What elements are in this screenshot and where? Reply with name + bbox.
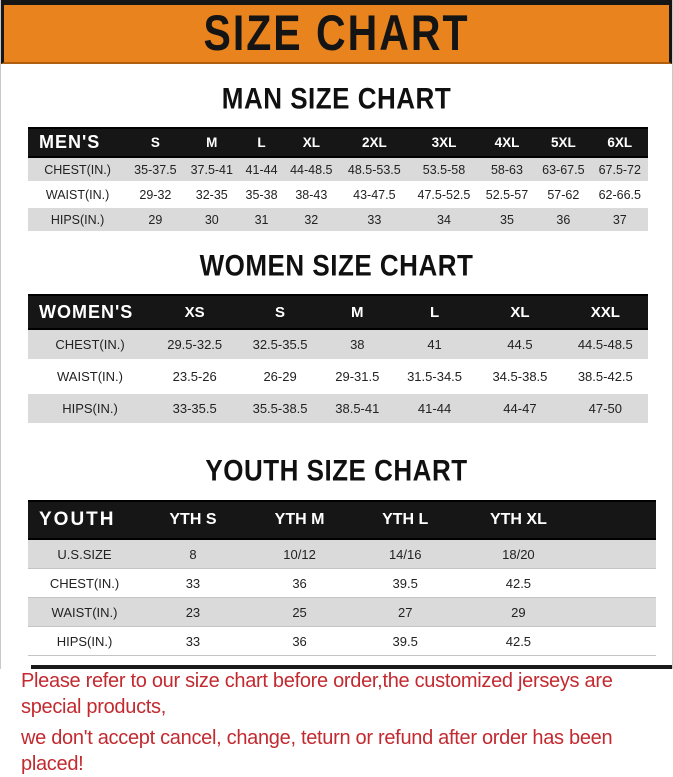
size-column-header: 3XL — [409, 128, 479, 157]
row-spacer — [581, 598, 656, 627]
measurement-cell: 32-35 — [195, 187, 228, 202]
table-header — [28, 128, 648, 157]
measurement-cell: 33 — [185, 633, 201, 649]
measurement-cell: 47-50 — [588, 401, 622, 416]
size-column-header: YTH S — [141, 501, 245, 539]
measurement-cell: 26-29 — [263, 369, 297, 384]
row-spacer — [581, 627, 656, 656]
measurement-cell: 32.5-35.5 — [252, 337, 308, 352]
measurement-cell: 23.5-26 — [172, 369, 217, 384]
row-label: HIPS(IN.) — [50, 212, 105, 227]
measurement-cell: 31 — [254, 212, 269, 227]
size-column-header: S — [237, 295, 322, 329]
measurement-cell: 34 — [437, 212, 451, 227]
row-label: CHEST(IN.) — [49, 575, 120, 591]
row-label: HIPS(IN.) — [62, 401, 118, 416]
measurement-cell: 35.5-38.5 — [252, 401, 308, 416]
measurement-cell: 10/12 — [283, 546, 316, 562]
measurement-cell: 44.5 — [507, 337, 533, 352]
row-label: U.S.SIZE — [57, 546, 112, 562]
measurement-cell: 48.5-53.5 — [347, 162, 401, 177]
measurement-cell: 36 — [556, 212, 571, 227]
measurement-cell: 42.5 — [505, 575, 532, 591]
table-row — [28, 329, 648, 361]
measurement-cell: 33-35.5 — [172, 401, 217, 416]
table-row — [28, 627, 656, 656]
measurement-cell: 34.5-38.5 — [492, 369, 548, 384]
order-note-line-2: we don't accept cancel, change, teturn or refund after order has been placed! — [21, 727, 613, 775]
row-label: CHEST(IN.) — [44, 162, 111, 177]
page-title: SIZE CHART — [203, 4, 470, 61]
measurement-cell: 43-47.5 — [353, 187, 396, 202]
measurement-cell: 30 — [204, 212, 219, 227]
measurement-cell: 8 — [189, 546, 197, 562]
size-column-header: YTH XL — [456, 501, 580, 539]
measurement-cell: 29.5-32.5 — [167, 337, 223, 352]
size-column-header: XXL — [563, 295, 648, 329]
table-header — [28, 501, 656, 539]
measurement-cell: 35-37.5 — [134, 162, 177, 177]
women-size-table — [28, 294, 648, 426]
corner-label: YOUTH — [28, 501, 141, 539]
row-label: HIPS(IN.) — [56, 633, 113, 649]
measurement-cell: 67.5-72 — [598, 162, 641, 177]
section-title: YOUTH SIZE CHART — [205, 452, 468, 488]
size-column-header: M — [323, 295, 392, 329]
measurement-cell: 44.5-48.5 — [577, 337, 633, 352]
measurement-cell: 29 — [511, 604, 526, 620]
measurement-cell: 18/20 — [502, 546, 535, 562]
table-row — [28, 539, 656, 569]
measurement-cell: 25 — [292, 604, 307, 620]
youth-size-chart-section — [1, 452, 672, 656]
measurement-cell: 33 — [367, 212, 382, 227]
size-column-header: 6XL — [592, 128, 648, 157]
measurement-cell: 62-66.5 — [598, 187, 641, 202]
section-title: MAN SIZE CHART — [221, 80, 452, 116]
measurement-cell: 38 — [350, 337, 365, 352]
order-note-line-1: Please refer to our size chart before order,the customized jerseys are special products, — [21, 670, 613, 718]
header-row — [28, 295, 648, 329]
section-title: WOMEN SIZE CHART — [199, 247, 474, 283]
banner — [1, 5, 672, 64]
size-column-header: 5XL — [535, 128, 591, 157]
table-row — [28, 598, 656, 627]
header-spacer — [581, 501, 656, 539]
measurement-cell: 33 — [185, 575, 201, 591]
table-row — [28, 157, 648, 182]
measurement-cell: 23 — [185, 604, 201, 620]
table-body — [28, 329, 648, 425]
measurement-cell: 42.5 — [505, 633, 532, 649]
size-column-header: YTH M — [245, 501, 354, 539]
men-size-chart-section — [1, 80, 672, 233]
measurement-cell: 14/16 — [388, 546, 422, 562]
size-column-header: XL — [283, 128, 339, 157]
size-column-header: 4XL — [479, 128, 535, 157]
measurement-cell: 31.5-34.5 — [407, 369, 463, 384]
measurement-cell: 39.5 — [392, 575, 418, 591]
size-column-header: L — [392, 295, 477, 329]
measurement-cell: 44-48.5 — [290, 162, 333, 177]
measurement-cell: 63-67.5 — [542, 162, 585, 177]
row-label: WAIST(IN.) — [45, 187, 110, 202]
measurement-cell: 38.5-42.5 — [577, 369, 633, 384]
measurement-cell: 36 — [292, 575, 307, 591]
bottom-border-bar — [31, 665, 672, 669]
measurement-cell: 32 — [304, 212, 319, 227]
measurement-cell: 27 — [397, 604, 413, 620]
row-label: WAIST(IN.) — [51, 604, 118, 620]
measurement-cell: 29 — [148, 212, 163, 227]
table-header — [28, 295, 648, 329]
size-column-header: XS — [152, 295, 237, 329]
measurement-cell: 41-44 — [417, 401, 452, 416]
measurement-cell: 53.5-58 — [422, 162, 466, 177]
measurement-cell: 41-44 — [245, 162, 278, 177]
measurement-cell: 37 — [612, 212, 627, 227]
table-row — [28, 207, 648, 232]
corner-label: WOMEN'S — [28, 295, 152, 329]
measurement-cell: 47.5-52.5 — [417, 187, 471, 202]
measurement-cell: 36 — [292, 633, 307, 649]
size-column-header: 2XL — [340, 128, 410, 157]
header-row — [28, 128, 648, 157]
measurement-cell: 29-32 — [139, 187, 172, 202]
table-row — [28, 182, 648, 207]
size-tables — [1, 80, 672, 656]
row-spacer — [581, 569, 656, 598]
measurement-cell: 38-43 — [295, 187, 328, 202]
size-column-header: M — [184, 128, 240, 157]
size-column-header: L — [240, 128, 283, 157]
measurement-cell: 57-62 — [547, 187, 580, 202]
measurement-cell: 44-47 — [503, 401, 537, 416]
measurement-cell: 38.5-41 — [335, 401, 380, 416]
row-label: CHEST(IN.) — [55, 337, 125, 352]
measurement-cell: 37.5-41 — [190, 162, 233, 177]
table-body — [28, 539, 656, 656]
measurement-cell: 35-38 — [245, 187, 278, 202]
header-row — [28, 501, 656, 539]
row-spacer — [581, 539, 656, 569]
measurement-cell: 58-63 — [490, 162, 523, 177]
table-row — [28, 569, 656, 598]
row-label: WAIST(IN.) — [57, 369, 123, 384]
measurement-cell: 41 — [427, 337, 442, 352]
size-column-header: S — [127, 128, 183, 157]
table-row — [28, 393, 648, 425]
measurement-cell: 52.5-57 — [485, 187, 529, 202]
measurement-cell: 29-31.5 — [335, 369, 380, 384]
table-body — [28, 157, 648, 232]
measurement-cell: 35 — [500, 212, 514, 227]
women-size-chart-section — [1, 247, 672, 426]
youth-size-table — [28, 500, 656, 656]
table-row — [28, 361, 648, 393]
men-size-table — [28, 127, 648, 233]
order-note — [21, 668, 672, 777]
size-column-header: YTH L — [354, 501, 456, 539]
measurement-cell: 39.5 — [392, 633, 418, 649]
corner-label: MEN'S — [28, 128, 127, 157]
size-column-header: XL — [477, 295, 562, 329]
